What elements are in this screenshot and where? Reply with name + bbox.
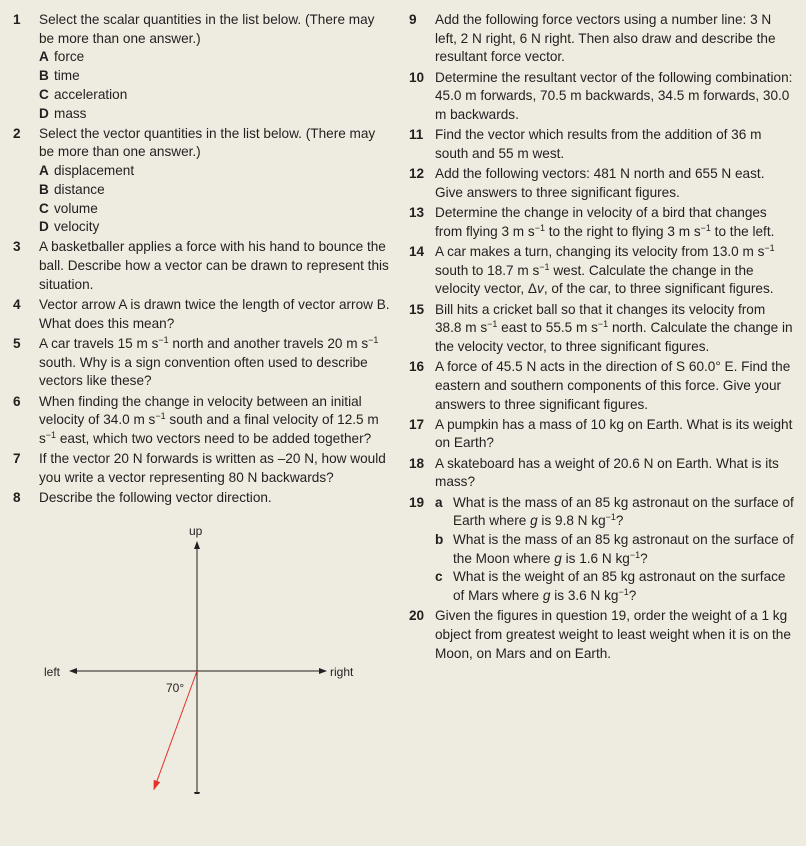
question-16 — [409, 358, 794, 414]
question-3 — [13, 238, 393, 294]
question-text: Determine the change in velocity of a bird that changes from flying 3 m $s^{-1}$ to the right to flying 3 m $s^{-1}$ to the left. — [435, 205, 775, 239]
right-label: right — [330, 665, 354, 680]
option-b: B distance — [39, 181, 105, 197]
option-d: D velocity — [39, 219, 100, 235]
question-12 — [409, 165, 794, 202]
question-number: 17 — [409, 416, 425, 432]
question-text: If the vector 20 N forwards is written as –20 N, how would you write a vector representing 80 N backwards? — [39, 451, 386, 485]
question-4 — [13, 296, 393, 333]
question-text: A force of 45.5 N acts in the direction of S 60.0° E. Find the eastern and southern components of this force. Give your answers to three significant figures. — [435, 359, 791, 412]
question-text: A car travels 15 m $s^{-1}$ north and another travels 20 m $s^{-1}$ south. Why is a sign convention often used to describe vectors like these? — [39, 334, 379, 389]
question-text: When finding the change in velocity between an initial velocity of 34.0 m $s^{-1}$ south and a final velocity of 12.5 m $s^{-1}$ east, which two vectors need to be added together? — [39, 393, 379, 446]
question-10 — [409, 69, 794, 125]
question-17 — [409, 416, 794, 453]
up-label: up — [189, 524, 203, 539]
question-18 — [409, 455, 794, 492]
question-13 — [409, 204, 794, 241]
question-number: 3 — [13, 239, 21, 255]
question-number: 2 — [13, 125, 21, 141]
option-c: C volume — [39, 200, 98, 216]
question-number: 7 — [13, 451, 21, 467]
question-number: 20 — [409, 608, 425, 624]
option-b: B time — [39, 68, 80, 84]
question-text: A basketballer applies a force with his hand to bounce the ball. Describe how a vector can be drawn to represent this situation. — [39, 239, 389, 292]
question-number: 16 — [409, 359, 425, 375]
question-number: 10 — [409, 69, 425, 85]
question-text: Given the figures in question 19, order the weight of a 1 kg object from greatest weight to least weight when it is on the Moon, on Mars and on Earth. — [435, 608, 791, 661]
question-text: Select the vector quantities in the list below. (There may be more than one answer.) — [39, 125, 376, 160]
left-label: left — [44, 665, 61, 680]
question-number: 1 — [13, 12, 21, 27]
question-19 — [409, 494, 794, 606]
question-text: Vector arrow A is drawn twice the length of vector arrow B. What does this mean? — [39, 297, 390, 331]
question-text: A pumpkin has a mass of 10 kg on Earth. What is its weight on Earth? — [435, 416, 793, 451]
question-14 — [409, 243, 794, 299]
question-text: A car makes a turn, changing its velocity from 13.0 m $s^{-1}$ south to 18.7 m $s^{-1}$ west. Calculate the change in the velocity vector, Δv, of the car, to three significant figures. — [435, 242, 775, 297]
option-c: C acceleration — [39, 86, 128, 102]
question-number: 12 — [409, 166, 425, 182]
question-text: Bill hits a cricket ball so that it changes its velocity from 38.8 m $s^{-1}$ east to 55.5 m $s^{-1}$ north. Calculate the change in the velocity vector, to three significant figures. — [435, 301, 793, 354]
question-19c: c What is the weight of an 85 kg astronaut on the surface of Mars where g is 3.6 N $kg^{-1}$? — [435, 569, 786, 604]
question-text: A skateboard has a weight of 20.6 N on Earth. What is its mass? — [435, 455, 779, 490]
question-8 — [13, 489, 393, 508]
question-20 — [409, 607, 794, 663]
question-text: Add the following vectors: 481 N north and 655 N east. Give answers to three significant figures. — [435, 166, 765, 200]
question-7 — [13, 450, 393, 487]
question-number: 4 — [13, 297, 21, 313]
question-19a: a What is the mass of an 85 kg astronaut on the surface of Earth where g is 9.8 N $kg^{-1}$? — [435, 494, 794, 529]
option-a: A force — [39, 49, 85, 65]
question-5 — [13, 335, 393, 391]
question-9 — [409, 11, 794, 67]
question-number: 13 — [409, 205, 425, 221]
question-number: 8 — [13, 490, 21, 506]
question-6 — [13, 393, 393, 449]
option-a: A displacement — [39, 163, 135, 179]
question-text: Select the scalar quantities in the list below. (There may be more than one answer.) — [39, 12, 375, 46]
question-1 — [13, 11, 393, 123]
question-15 — [409, 301, 794, 357]
question-text: Describe the following vector direction. — [39, 490, 272, 506]
question-number: 6 — [13, 393, 21, 409]
question-text: Determine the resultant vector of the following combination: 45.0 m forwards, 70.5 m backwards, 34.5 m forwards, 30.0 m backwards. — [435, 69, 793, 123]
question-number: 14 — [409, 243, 425, 259]
angle-label: 70° — [166, 681, 185, 696]
question-number: 9 — [409, 12, 417, 27]
question-19b: b What is the mass of an 85 kg astronaut on the surface of the Moon where g is 1.6 N $kg^{-1}$? — [435, 531, 794, 566]
compass-axes-svg — [13, 509, 373, 794]
right-column — [409, 11, 794, 665]
question-number: 11 — [409, 127, 424, 143]
question-number: 5 — [13, 335, 21, 351]
question-11 — [409, 126, 794, 163]
option-d: D mass — [39, 105, 87, 121]
question-number: 15 — [409, 301, 425, 317]
vector-direction-diagram — [13, 509, 373, 794]
left-column — [13, 11, 393, 794]
question-number: 19 — [409, 494, 425, 510]
question-number: 18 — [409, 455, 425, 471]
question-text: Add the following force vectors using a number line: 3 N left, 2 N right, 6 N right. Then also draw and describe the resultant force vector. — [435, 12, 776, 65]
question-2 — [13, 125, 393, 237]
question-text: Find the vector which results from the addition of 36 m south and 55 m west. — [435, 127, 762, 161]
